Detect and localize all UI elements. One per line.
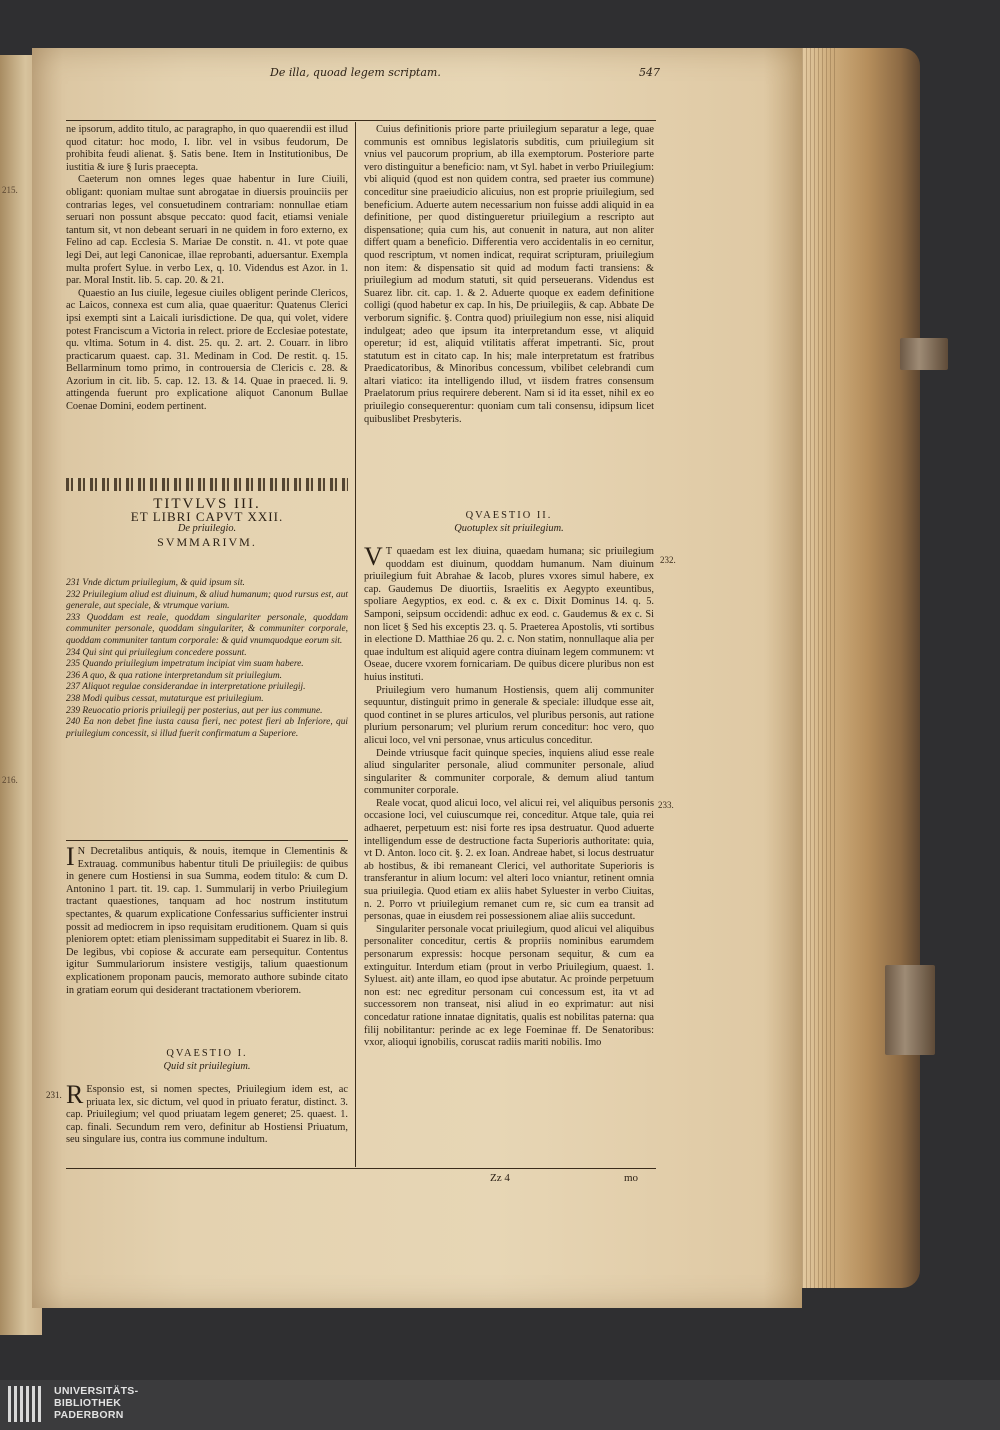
dropcap: R — [66, 1080, 84, 1109]
logo-line: BIBLIOTHEK — [54, 1397, 122, 1409]
ornament-band — [66, 478, 348, 491]
dropcap: V — [364, 542, 383, 571]
caput-heading: ET LIBRI CAPVT XXII. — [130, 508, 284, 524]
summary-item: 240 Ea non debet fine iusta causa fieri, nec potest fieri ab Inferiore, qui priuilegium concessit, si illud fuerit confirmatum a Superiore. — [66, 717, 348, 739]
title-block — [66, 498, 348, 548]
library-logo-text — [54, 1385, 138, 1421]
summary-item: 236 A quo, & qua ratione interpretandum sit priuilegium. — [66, 670, 282, 681]
margin-number: 233. — [658, 800, 674, 810]
quaestio-sub: Quid sit priuilegium. — [163, 1060, 251, 1072]
left-intro — [66, 842, 348, 997]
left-margin-number: 216. — [2, 775, 18, 785]
paragraph: T quaedam est lex diuina, quaedam humana; sic priuilegium quoddam est diuinum, quoddam humanum. Nam diuinum priuilegium fuit Abrahae & Iacob, plures vxores simul habere, ex cap. Gaudemus De diuortiis, Israelitis ex Aegypto exeuntibus, spoliare Aegyptios, ex eod. c. & ex c. Dixit Dominus 14. q. 5. Samponi, seipsum occidendi: adhuc ex eod. c. Gaudemus & ex c. Si non licet § Sed his exceptis 23. q. 5. Praeterea Apostolis, vti sortibus in electione D. Matthiae 26 qu. 2. c. Non statim, nonnullaque alia per quae indultum est aliquid agere contra diuinam legem communem: vt Oseae, ducere vxorem fornicariam. De quibus dicere pluribus non est huius instituti. — [364, 546, 654, 683]
logo-line: PADERBORN — [54, 1409, 124, 1421]
summary-item: 233 Quoddam est reale, quoddam singulariter personale, quoddam communiter personale, quoddam singulariter, & communiter corporale, quoddam communiter tantum corporale: & quid vnumquodque eorum sit. — [66, 612, 348, 646]
paragraph: Singulariter personale vocat priuilegium, quod alicui vel aliquibus personaliter conceditur, certis & propriis nominibus earumdem personarum expressis: hocque personam sequitur, & cum ea extinguitur. Interdum etiam (prout in verbo Priuilegium, quaest. 1. Syluest. ait) ante illam, eo quod ipse abutatur. Ac proinde perpetuum non est: nec egreditur personam cui concessum est, ita vt ad successorem non transeat, nisi aliud in eo exprimatur: aut nisi concedatur ratione innatae dignitatis, qualis est nobilitas paterna: qua filij nobilitantur: perinde ac ex lege Foeminae ff. De Senatoribus: vxor, alioqui ignobilis, coruscat radiis mariti nobilis. Imo — [364, 923, 654, 1049]
right-column-body — [364, 542, 654, 1050]
running-title: De illa, quoad legem scriptam. — [270, 66, 441, 79]
footer-rule — [66, 1168, 656, 1169]
summary-list — [66, 578, 348, 740]
running-header — [40, 66, 660, 82]
paragraph: Reale vocat, quod alicui loco, vel alicui rei, vel aliquibus personis occasione loci, vel cuiuscumque rei, conceditur. Atque tale, quia rei adhaeret, perpetuum est: nisi forte res ipsa destruatur. Quod aduerte intelligendum esse de destructione facta Superioris authoritate: quia, vt D. Anton. loco cit. §. 2. ex Ioan. Andreae habet, si locus destruatur ab hostibus, & ibi remaneant Clerici, vel authoritate Superioris is transferantur in alium locum: vel alteri loco vniantur, retinent omnia sua priuilegia. Quod etiam ex aliis habet Syluester in verbo Ciuitas, n. 2. Porro vt priuilegium remanet cum re, sic cum ea transit ad personas, quae in eiusdem rei possessionem aliae aliis succedunt. — [364, 797, 654, 923]
paragraph: Caeterum non omnes leges quae habentur in Iure Ciuili, obligant: quoniam multae sunt abrogatae in diuersis prouinciis per contrarias leges, vel consuetudinem contrariam: nonnullae etiam seruari non possunt absque peccato: quod facit, etiamsi veniale tantum sit, vt non debeant seruari in ne quidem in foro externo, ex Felino ad cap. Ecclesia S. Mariae De constit. n. 41. vt pote quae legi Dei, aut legi Canonicae, illae reprobanti, aduersantur. Exempla multa profert Sylue. in verbo Lex, q. 10. Videndus est Azor. in 1. par. Moral Instit. lib. 5. cap. 20. & 21. — [66, 174, 348, 287]
logo-line: UNIVERSITÄTS- — [54, 1385, 139, 1397]
summarium-heading: SVMMARIVM. — [157, 534, 257, 549]
paragraph: N Decretalibus antiquis, & nouis, itemque in Clementinis & Extrauag. communibus habentur tituli De priuilegiis: de quibus in genere cum Hostiensi in sua Summa, eodem titulo: & cum D. Antonino 1 part. tit. 19. cap. 1. Summularij in verbo Priuilegium tractant quaestiones, tanquam ad hoc nostrum institutum spectantes, & quarum explicatione Confessarius sufficienter instrui possit ad mediocrem in ipso requisitam eruditionem. Quam si quis pleniorem optet: etiam plenissimam suppeditabit ei Suarez in lib. 8. De legibus, vbi copiose & accurate eam persequitur. Contentus igitur Summulariorum insistere vestigijs, talium quaestionum explicationem proponam paucis, memorato authore subinde citato in gratiam eorum qui desiderant tractationem vberiorem. — [66, 846, 348, 996]
column-divider — [355, 122, 356, 1167]
quaestio-one-heading — [66, 1048, 348, 1073]
summary-item: 238 Modi quibus cessat, mutaturque est priuilegium. — [66, 693, 264, 704]
paragraph: Cuius definitionis priore parte priuilegium separatur a lege, quae communis est omnibus legislatoris subditis, cum priuilegium sit vnius vel paucorum proprium, ab illa exemptorum. Posteriore parte vero distinguitur a beneficio: nam, vt Syl. habet in verbo Priuilegium: vbi aliquid (quod est non quidem contra, sed praeter ius commune) conceditur sine praeiudicio alicuius, non est proprie priuilegium, sed beneficium. Aduerte autem necessarium non fuisse addi aliquid in ea definitione, per quod distingueretur priuilegium a rescripto aut dispensatione; quia cum his, aut conuenit in natura, aut non aliter differt quam a beneficio. Differentia vero accidentalis in eo cernitur, quod rescriptum, vt nomen indicat, requirat scripturam, priuilegium non item: & dispensatio sit quid ad modum facti transiens: & priuilegium ad modum statuti, sit quid perseuerans. Videndus est Suarez libr. cit. cap. 1. & 2. Aduerte quoque ex eadem definitione colligi (quod habetur ex cap. In his, De priuilegiis, & cap. Abbate De verborum signific. §. Contra quod) priuilegium non esse, nisi aliquid indulgeat; adeo que ipsum ita interpretandum esse, vt aliquid operetur; id est, aliquid vtilitatis afferat impetranti. Sic, prout statutum est in citato cap. In his; male interpretatum est fratribus Praedicatoribus, & Minoribus concessum, vbilibet celebrandi cum altari viatico: ita intelligendo illud, vt iisdem fratres consensum Praelatorum prius requirere deberent. Nam si id ita esset, nihil ex eo priuilegio consequerentur: quoniam cum tali consensu, idipsum licet quibuslibet Presbyteris. — [364, 124, 654, 425]
header-rule — [66, 120, 656, 121]
signature-mark: Zz 4 — [490, 1172, 510, 1184]
summary-rule — [66, 840, 348, 841]
summary-item: 239 Reuocatio prioris priuilegij per posterius, aut per ius commune. — [66, 705, 323, 716]
quaestio-one-answer — [66, 1080, 348, 1147]
paragraph: Esponsio est, si nomen spectes, Priuilegium idem est, ac priuata lex, sic dictum, vel quod in priuato feratur, distinct. 3. cap. Priuilegium; vel quod priuatam legem generet; 25. quaest. 1. cap. finali. Secundum rem vero, definitur ab Hostiensi Priuatum, seu singulare ius, contra ius commune indultum. — [66, 1084, 348, 1146]
quaestio-two-heading — [364, 510, 654, 535]
quaestio-head: QVAESTIO II. — [465, 510, 553, 521]
quaestio-sub: Quotuplex sit priuilegium. — [454, 522, 564, 534]
titulus-heading: TITVLVS III. — [153, 496, 261, 512]
summary-item: 234 Qui sint qui priuilegium concedere possunt. — [66, 647, 247, 658]
clasp-top — [900, 338, 948, 370]
page-block-edge — [790, 48, 920, 1288]
library-logo-icon — [8, 1386, 42, 1422]
summary-item: 235 Quando priuilegium impetratum incipiat vim suam habere. — [66, 659, 304, 670]
dropcap: I — [66, 842, 75, 871]
quaestio-head: QVAESTIO I. — [166, 1048, 248, 1059]
catchword: mo — [624, 1172, 639, 1184]
paragraph: ne ipsorum, addito titulo, ac paragrapho, in quo quaerendii est illud quod citatur: hoc modo, I. libr. vel in vsibus feudorum, De prohibita feudi alienat. §. Satis bene. Item in Institutionibus, De iustitia & iure § Iuris praecepta. — [66, 124, 348, 173]
margin-number: 231. — [46, 1090, 62, 1100]
summary-item: 237 Aliquot regulae considerandae in interpretatione priuilegij. — [66, 682, 306, 693]
summary-item: 232 Priuilegium aliud est diuinum, & aliud humanum; quod rursus est, aut generale, aut speciale, & vtrumque varium. — [66, 589, 348, 612]
paragraph: Deinde vtriusque facit quinque species, inquiens aliud esse reale aliud singulariter personale, aliud communiter personale, aliud singulariter & communiter corporale, & demum aliud tantum communiter corporale. — [364, 747, 654, 797]
summary-item: 231 Vnde dictum priuilegium, & quid ipsum sit. — [66, 578, 245, 588]
right-column-top — [364, 124, 654, 426]
left-margin-number: 215. — [2, 185, 18, 195]
paragraph: Quaestio an Ius ciuile, legesue ciuiles obligent perinde Clericos, ac Laicos, connexa est cum alia, quae quaeritur: Quatenus Clerici ipsi exempti sint a Laicali iurisdictione. De qua, qui volet, videre potest Franciscum a Victoria in relect. priore de Ecclesiae potestate, qu. vltima. Sotum in 4. dist. 25. qu. 2. art. 2. Couarr. in libro practicarum quaest. cap. 31. Medinam in Cod. De restit. q. 15. Bellarminum tomo primo, in controuersia de Clericis c. 28. & Azorium in cit. lib. 5. cap. 12. 13. & 14. Quae in praeced. li. 9. attingenda fuerunt pro explicatione aliquot Canonum Bullae Coenae Domini, eodem pertinent. — [66, 287, 348, 413]
left-column-top — [66, 124, 348, 414]
margin-number: 232. — [660, 555, 676, 565]
page-number: 547 — [639, 66, 660, 79]
subtitle: De priuilegio. — [177, 523, 237, 535]
library-footer — [0, 1380, 1000, 1430]
clasp-bottom — [885, 965, 935, 1055]
paragraph: Priuilegium vero humanum Hostiensis, quem alij communiter sequuntur, distinguit primo in generale & speciale: illudque esse ait, quod continet in se plures articulos, vel pluribus personis, aut ratione plurium personarum; vel plurium rerum conceditur: hoc vero, quo alicui loco, vel vni personae, vnus articulus conceditur. — [364, 684, 654, 746]
